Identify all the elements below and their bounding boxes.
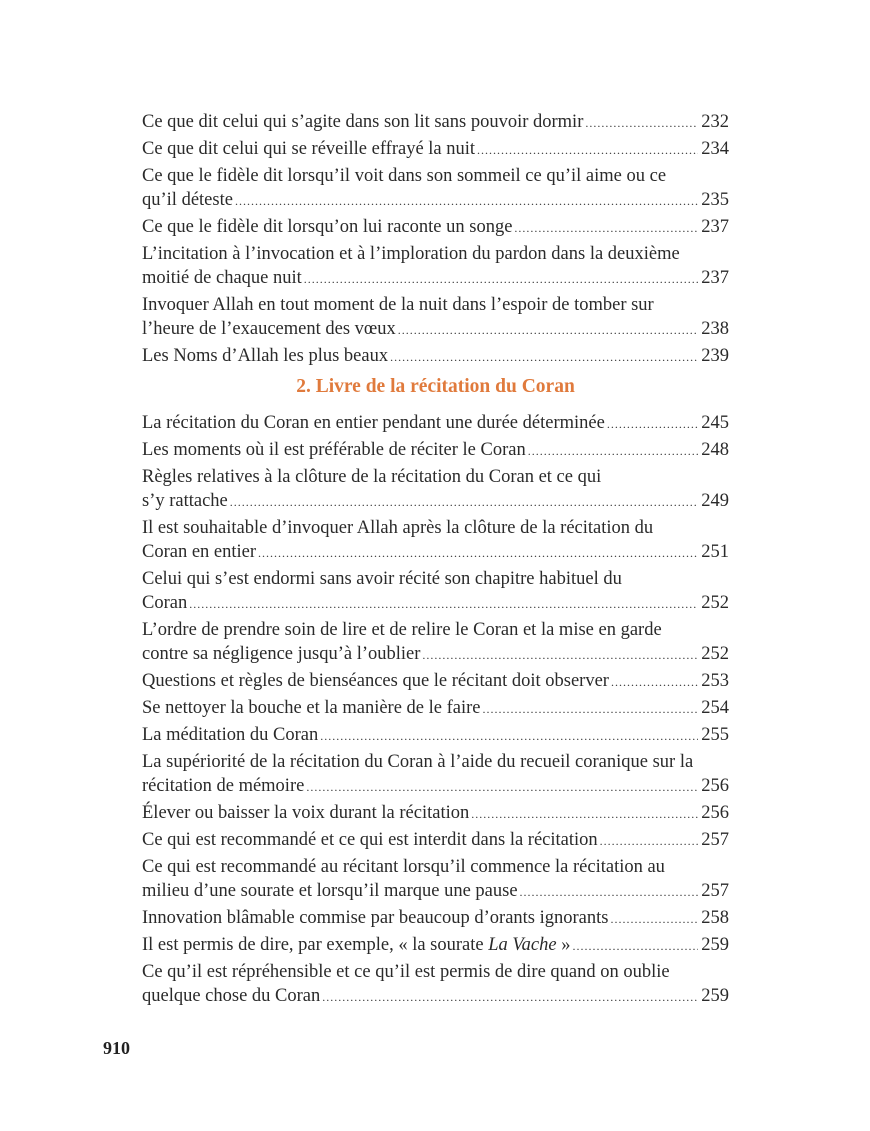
entry-page-number: 237 <box>701 217 729 237</box>
entry-title: La récitation du Coran en entier pendant une durée déterminée <box>142 413 605 433</box>
toc-entry-line <box>142 516 729 540</box>
entry-title: moitié de chaque nuit <box>142 268 302 288</box>
toc-entry-line <box>142 828 729 852</box>
entry-title: milieu d’une sourate et lorsqu’il marque une pause <box>142 881 518 901</box>
toc-entry <box>142 293 729 341</box>
toc-entry <box>142 137 729 161</box>
entry-title: Les Noms d’Allah les plus beaux <box>142 346 389 366</box>
toc-entry <box>142 960 729 1008</box>
toc-entry-line <box>142 293 729 317</box>
toc-entry-line <box>142 618 729 642</box>
toc-entry <box>142 438 729 462</box>
entry-page-number: 257 <box>701 830 729 850</box>
entry-title: L’incitation à l’invocation et à l’imploration du pardon dans la deuxième <box>142 244 680 264</box>
dot-leader <box>304 267 698 290</box>
toc-entry-line <box>142 750 729 774</box>
toc-entry-line <box>142 489 729 513</box>
entry-title: Il est permis de dire, par exemple, « la sourate La Vache » <box>142 935 571 955</box>
entry-page-number: 259 <box>701 935 729 955</box>
page-number: 910 <box>103 1038 130 1058</box>
entry-page-number: 257 <box>701 881 729 901</box>
dot-leader <box>477 138 698 161</box>
toc-entry <box>142 215 729 239</box>
toc-entry-line <box>142 317 729 341</box>
entry-title: Ce qu’il est répréhensible et ce qu’il est permis de dire quand on oublie <box>142 962 670 982</box>
toc-entry-line <box>142 344 729 368</box>
entry-page-number: 253 <box>701 671 729 691</box>
dot-leader <box>514 216 698 239</box>
toc-entry <box>142 516 729 564</box>
toc-entry-line <box>142 984 729 1008</box>
toc-entry-line <box>142 642 729 666</box>
entry-page-number: 256 <box>701 803 729 823</box>
entry-title: Invoquer Allah en tout moment de la nuit dans l’espoir de tomber sur <box>142 295 654 315</box>
toc-entry-line <box>142 540 729 564</box>
toc-entry <box>142 801 729 825</box>
entry-title: Règles relatives à la clôture de la récitation du Coran et ce qui <box>142 467 602 487</box>
entry-page-number: 252 <box>701 593 729 613</box>
dot-leader <box>471 802 698 825</box>
entry-title: Ce que le fidèle dit lorsqu’il voit dans son sommeil ce qu’il aime ou ce <box>142 166 667 186</box>
dot-leader <box>585 111 698 134</box>
toc-entry <box>142 906 729 930</box>
dot-leader <box>258 541 698 564</box>
entry-page-number: 258 <box>701 908 729 928</box>
entry-title: Les moments où il est préférable de réciter le Coran <box>142 440 526 460</box>
toc-entry <box>142 855 729 903</box>
entry-title: Élever ou baisser la voix durant la récitation <box>142 803 470 823</box>
toc-entry-line <box>142 591 729 615</box>
entry-page-number: 237 <box>701 268 729 288</box>
toc-entry-line <box>142 933 729 957</box>
toc-entry-line <box>142 137 729 161</box>
entry-page-number: 251 <box>701 542 729 562</box>
toc-entry <box>142 669 729 693</box>
entry-title: Ce qui est recommandé et ce qui est interdit dans la récitation <box>142 830 598 850</box>
entry-page-number: 254 <box>701 698 729 718</box>
dot-leader <box>306 775 698 798</box>
toc-entry-line <box>142 110 729 134</box>
entry-page-number: 255 <box>701 725 729 745</box>
dot-leader <box>600 829 699 852</box>
entry-page-number: 256 <box>701 776 729 796</box>
toc-entry-line <box>142 774 729 798</box>
dot-leader <box>572 934 698 957</box>
toc-entry <box>142 242 729 290</box>
entry-title: contre sa négligence jusqu’à l’oublier <box>142 644 421 664</box>
entry-title: Innovation blâmable commise par beaucoup d’orants ignorants <box>142 908 609 928</box>
entry-title: s’y rattache <box>142 491 228 511</box>
toc-entry-line <box>142 696 729 720</box>
entry-page-number: 259 <box>701 986 729 1006</box>
toc-entry <box>142 828 729 852</box>
toc-entry-line <box>142 438 729 462</box>
dot-leader <box>320 724 698 747</box>
entry-page-number: 238 <box>701 319 729 339</box>
toc-entry-line <box>142 242 729 266</box>
toc-entry-line <box>142 906 729 930</box>
toc-entry <box>142 164 729 212</box>
toc-entry-line <box>142 801 729 825</box>
dot-leader <box>422 643 698 666</box>
toc-entry-line <box>142 669 729 693</box>
entry-page-number: 245 <box>701 413 729 433</box>
entry-title: Ce que dit celui qui se réveille effrayé la nuit <box>142 139 476 159</box>
entry-title: Coran <box>142 593 188 613</box>
italic-title: La Vache <box>488 935 557 955</box>
entry-page-number: 232 <box>701 112 729 132</box>
toc-entry-line <box>142 723 729 747</box>
entry-title: Ce que le fidèle dit lorsqu’on lui raconte un songe <box>142 217 513 237</box>
entry-title: quelque chose du Coran <box>142 986 321 1006</box>
toc-entry-line <box>142 465 729 489</box>
toc-entry <box>142 567 729 615</box>
dot-leader <box>230 490 698 513</box>
toc-entry <box>142 933 729 957</box>
dot-leader <box>520 880 699 903</box>
dot-leader <box>610 907 698 930</box>
toc-entry <box>142 723 729 747</box>
toc-entry <box>142 465 729 513</box>
entry-page-number: 234 <box>701 139 729 159</box>
toc-entry-line <box>142 960 729 984</box>
toc-entry-line <box>142 879 729 903</box>
entry-title: Ce que dit celui qui s’agite dans son lit sans pouvoir dormir <box>142 112 584 132</box>
dot-leader <box>390 345 698 368</box>
dot-leader <box>235 189 698 212</box>
dot-leader <box>482 697 698 720</box>
entry-title: Coran en entier <box>142 542 257 562</box>
toc-entry-line <box>142 567 729 591</box>
entry-title: La supériorité de la récitation du Coran à l’aide du recueil coranique sur la <box>142 752 694 772</box>
entry-page-number: 248 <box>701 440 729 460</box>
entry-title: Questions et règles de bienséances que le récitant doit observer <box>142 671 609 691</box>
entry-title: l’heure de l’exaucement des vœux <box>142 319 396 339</box>
toc-entry-line <box>142 164 729 188</box>
entry-title: qu’il déteste <box>142 190 233 210</box>
toc-entry-line <box>142 266 729 290</box>
toc-entry-line <box>142 411 729 435</box>
dot-leader <box>398 318 698 341</box>
section-heading: 2. Livre de la récitation du Coran <box>296 376 575 397</box>
toc-entry-line <box>142 215 729 239</box>
dot-leader <box>322 985 698 1008</box>
entry-title: L’ordre de prendre soin de lire et de relire le Coran et la mise en garde <box>142 620 662 640</box>
dot-leader <box>611 670 698 693</box>
toc-entry <box>142 618 729 666</box>
toc-entry-line <box>142 188 729 212</box>
entry-title: Il est souhaitable d’invoquer Allah après la clôture de la récitation du <box>142 518 654 538</box>
toc-entry <box>142 110 729 134</box>
entry-title: Celui qui s’est endormi sans avoir récité son chapitre habituel du <box>142 569 622 589</box>
entry-title: Se nettoyer la bouche et la manière de le faire <box>142 698 481 718</box>
toc-entry <box>142 411 729 435</box>
table-of-contents <box>142 110 729 1011</box>
entry-title: Ce qui est recommandé au récitant lorsqu’il commence la récitation au <box>142 857 665 877</box>
entry-page-number: 249 <box>701 491 729 511</box>
entry-title: La méditation du Coran <box>142 725 319 745</box>
entry-title: récitation de mémoire <box>142 776 305 796</box>
toc-entry <box>142 750 729 798</box>
dot-leader <box>607 412 698 435</box>
dot-leader <box>189 592 698 615</box>
dot-leader <box>528 439 699 462</box>
entry-page-number: 239 <box>701 346 729 366</box>
toc-entry <box>142 696 729 720</box>
entry-page-number: 252 <box>701 644 729 664</box>
toc-entry-line <box>142 855 729 879</box>
toc-entry <box>142 344 729 368</box>
entry-page-number: 235 <box>701 190 729 210</box>
